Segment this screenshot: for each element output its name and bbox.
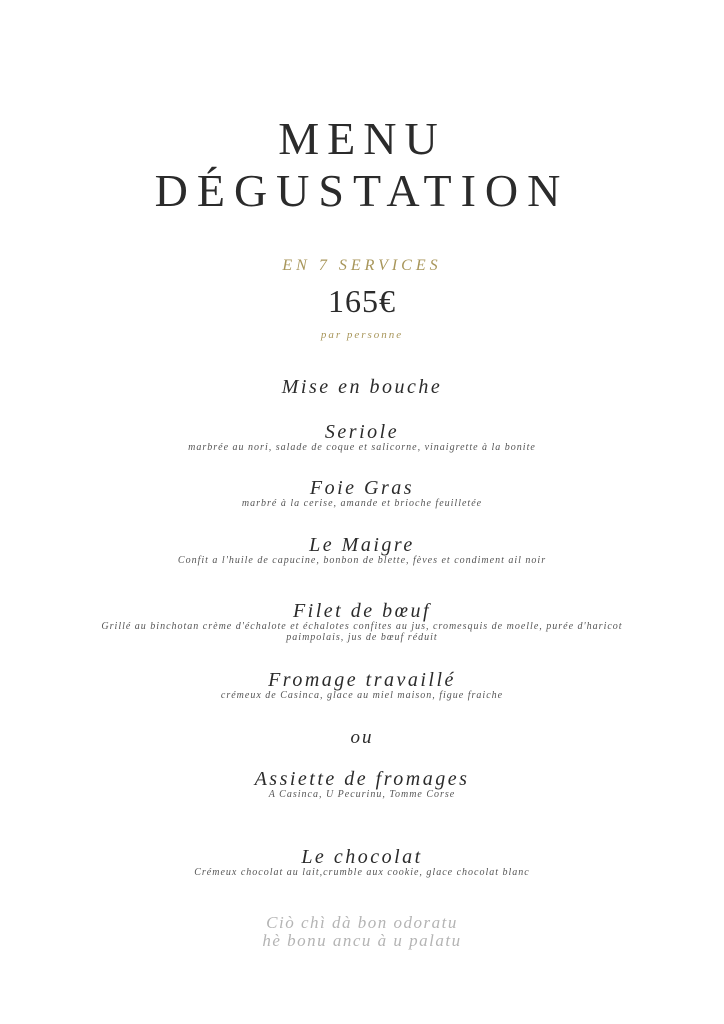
menu-price: 165€ [328,283,396,319]
course-le-maigre [0,535,724,567]
course-filet-de-boeuf [0,601,724,643]
course-mise-en-bouche [0,377,724,398]
menu-title-line-2: DÉGUSTATION [154,165,570,216]
course-assiette-de-fromages [0,769,724,801]
course-name: Filet de bœuf [292,600,432,622]
course-name: Foie Gras [309,477,415,499]
course-name: Assiette de fromages [254,768,470,790]
proverb-line-2: hè bonu ancu à u palatu [262,930,462,950]
course-name: Seriole [324,421,400,443]
course-le-chocolat [0,847,724,879]
course-description: marbré à la cerise, amande et brioche feuilletée [241,498,483,509]
course-description: Confit a l'huile de capucine, bonbon de blette, fèves et condiment ail noir [177,555,547,566]
course-foie-gras [0,478,724,510]
price-per-person: par personne [320,329,404,341]
course-description: marbrée au nori, salade de coque et salicorne, vinaigrette à la bonite [188,442,536,453]
course-name: Le chocolat [301,846,423,868]
course-description: Grillé au binchotan crème d'échalote et échalotes confites au jus, cromesquis de moelle, purée d'haricot paimpolais, jus de bœuf réduit [101,621,623,643]
proverb [0,914,724,950]
services-count: EN 7 SERVICES [282,257,442,274]
course-description: A Casinca, U Pecurinu, Tomme Corse [268,789,456,800]
course-description: crémeux de Casinca, glace au miel maison, figue fraiche [220,690,504,701]
course-fromage-travaille [0,670,724,702]
menu-title-line-1: MENU [278,113,446,164]
course-name: Le Maigre [309,534,415,556]
course-name: Fromage travaillé [268,669,456,691]
course-name: Mise en bouche [281,376,443,398]
course-separator: ou [350,727,374,748]
proverb-line-1: Ciò chì dà bon odoratu [266,913,458,932]
course-description: Crémeux chocolat au lait,crumble aux cookie, glace chocolat blanc [194,867,530,878]
course-seriole [0,422,724,454]
